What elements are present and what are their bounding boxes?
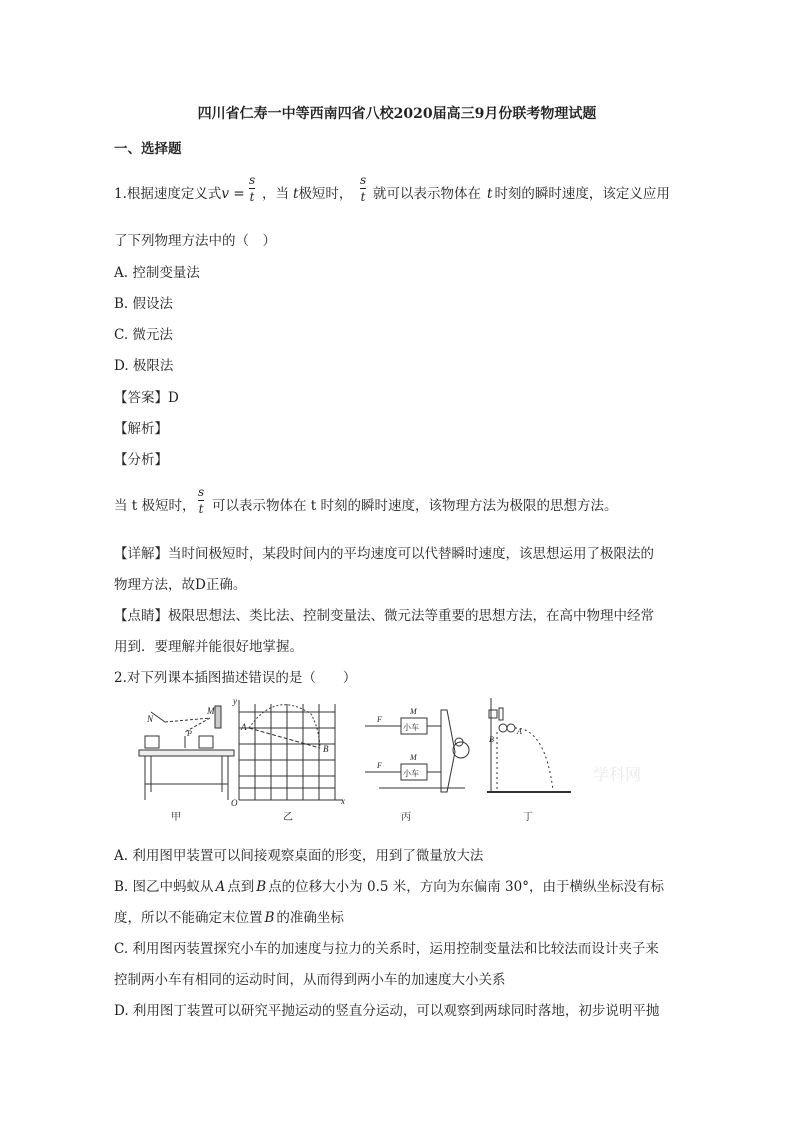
label-a2: A: [517, 727, 522, 736]
label-b2: B: [489, 735, 494, 744]
q2-option-b-line2: [114, 906, 344, 926]
label-yi: 乙: [283, 812, 293, 823]
q1-option-b: B. 假设法: [114, 296, 174, 312]
q1-analysis-a: 当 t 极短时，: [114, 498, 196, 514]
q1-text-d: 就可以表示物体在: [373, 186, 481, 202]
q1-text-b: ，当: [262, 186, 289, 202]
frac-num-3: s: [198, 485, 205, 499]
q2-b-text-3: 点的位移大小为 0.5 米，方向为东偏南 30°，由于横纵坐标没有标: [268, 879, 664, 895]
q1-fraction-1: [249, 174, 255, 203]
label-m1: M: [410, 707, 417, 716]
label-f1: F: [377, 715, 382, 724]
frac-num: s: [249, 173, 256, 187]
q1-option-c: C. 微元法: [114, 327, 173, 343]
label-f2: F: [377, 761, 382, 770]
label-car1: 小车: [403, 723, 419, 732]
frac-den-2: t: [360, 190, 366, 204]
label-jia: 甲: [171, 812, 181, 823]
q2-b-text-5: 的准确坐标: [276, 910, 344, 926]
q2-option-c-line1: C. 利用图丙装置探究小车的加速度与拉力的关系时，运用控制变量法和比较法而设计夹子来: [114, 941, 659, 957]
q1-line1-b: [262, 182, 352, 202]
q1-fraction-3: [198, 486, 204, 515]
section-heading: 一、选择题: [114, 141, 182, 157]
q2-stem: 2.对下列课本插图描述错误的是（ ）: [114, 670, 357, 686]
q1-point-1: 【点睛】极限思想法、类比法、控制变量法、微元法等重要的思想方法，在高中物理中经常: [114, 608, 654, 624]
q2-b-text-2: 点到: [227, 879, 255, 895]
q1-text-c: 极短时，: [298, 186, 353, 202]
q1-text-e: 时刻的瞬时速度，该定义应用: [494, 186, 670, 202]
frac-den: t: [249, 190, 255, 204]
label-x: x: [341, 796, 345, 806]
formula-v: v: [221, 186, 230, 202]
label-bing: 丙: [401, 812, 411, 823]
q1-text-a: 1.根据速度定义式: [114, 186, 222, 202]
q1-fraction-2: [360, 174, 366, 203]
figure-jia: [139, 706, 234, 800]
label-n: N: [147, 714, 154, 724]
label-y: y: [233, 696, 237, 706]
label-p: P: [187, 729, 192, 738]
label-ding: 丁: [523, 812, 533, 823]
q2-option-a: A. 利用图甲装置可以间接观察桌面的形变，用到了微量放大法: [114, 848, 484, 864]
q1-fenxi: 【分析】: [114, 452, 168, 468]
q1-option-d: D. 极限法: [114, 358, 174, 374]
q1-analysis-b: 可以表示物体在 t 时刻的瞬时速度，该物理方法为极限的思想方法。: [212, 498, 618, 514]
q2-b-text-1: B. 图乙中蚂蚁从: [114, 879, 214, 895]
label-o: O: [231, 798, 238, 808]
q1-option-a: A. 控制变量法: [114, 265, 200, 281]
label-car2: 小车: [403, 769, 419, 778]
q2-b-point-b: B: [256, 879, 267, 895]
q1-point-2: 用到．要理解并能很好地掌握。: [114, 639, 303, 655]
page-title: 四川省仁寿一中等西南四省八校2020届高三9月份联考物理试题: [197, 106, 597, 122]
q1-line1-c: [373, 182, 670, 202]
q2-b-point-b2: B: [264, 910, 275, 926]
frac-den-3: t: [198, 502, 204, 516]
q1-line2: 了下列物理方法中的（ ）: [114, 233, 276, 249]
q1-detail-1: 【详解】当时间极短时，某段时间内的平均速度可以代替瞬时速度，该思想运用了极限法的: [114, 546, 654, 562]
label-a: A: [241, 722, 247, 732]
q2-figure: [125, 692, 685, 827]
label-b: B: [323, 744, 329, 754]
label-m: M: [207, 706, 215, 716]
q1-answer: 【答案】D: [114, 390, 179, 406]
q1-line1: [114, 182, 245, 202]
q2-option-c-line2: 控制两小车有相同的运动时间，从而得到两小车的加速度大小关系: [114, 972, 506, 988]
q2-option-b-line1: [114, 875, 664, 895]
var-t: t: [293, 186, 299, 202]
q1-detail-2: 物理方法，故D正确。: [114, 577, 247, 593]
watermark: 学科网: [593, 767, 642, 784]
q2-option-d-line1: D. 利用图丁装置可以研究平抛运动的竖直分运动，可以观察到两球同时落地，初步说明平抛: [114, 1003, 660, 1019]
var-t-2: t: [487, 186, 493, 202]
frac-num-2: s: [360, 173, 367, 187]
q2-b-point-a: A: [215, 879, 226, 895]
figure-ding: [487, 698, 571, 792]
formula-eq: =: [229, 186, 245, 202]
q2-b-text-4: 度，所以不能确定末位置: [114, 910, 263, 926]
label-m2: M: [410, 753, 417, 762]
q1-jiexi: 【解析】: [114, 421, 168, 437]
